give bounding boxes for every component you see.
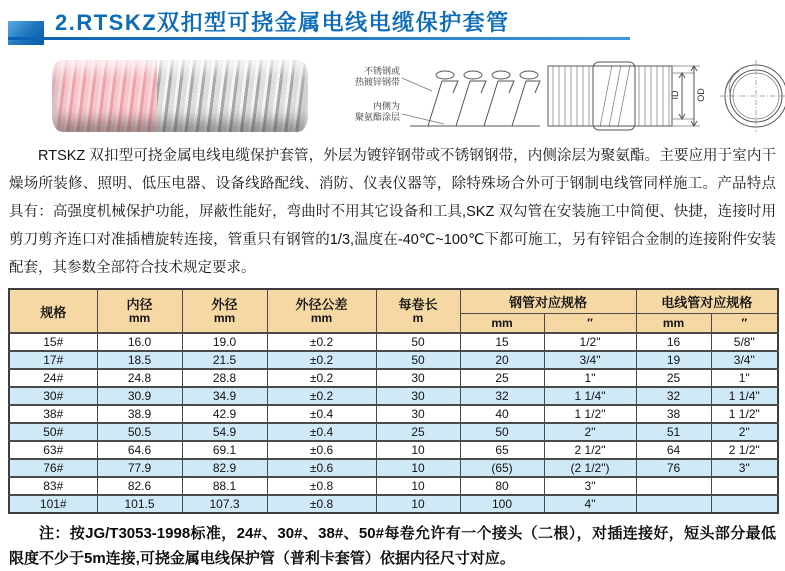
table-cell: 1 1/4" xyxy=(711,387,778,405)
table-cell: 76# xyxy=(9,459,97,477)
table-cell: 10 xyxy=(376,459,460,477)
table-row xyxy=(9,495,778,513)
table-cell: 15# xyxy=(9,333,97,351)
table-cell: ±0.6 xyxy=(267,441,376,459)
table-cell: 19.0 xyxy=(182,333,267,351)
table-cell: (2 1/2") xyxy=(544,459,636,477)
technical-diagram xyxy=(332,57,785,135)
table-cell: 18.5 xyxy=(97,351,182,369)
table-cell: 1 1/2" xyxy=(711,405,778,423)
table-cell: 1/2" xyxy=(544,333,636,351)
table-cell: 3" xyxy=(544,477,636,495)
table-cell: 1 1/2" xyxy=(544,405,636,423)
table-cell: 1 1/4" xyxy=(544,387,636,405)
table-cell: 88.1 xyxy=(182,477,267,495)
table-cell: 2 1/2" xyxy=(544,441,636,459)
table-cell: 30# xyxy=(9,387,97,405)
table-cell: 82.6 xyxy=(97,477,182,495)
table-cell: 38.9 xyxy=(97,405,182,423)
table-cell: 69.1 xyxy=(182,441,267,459)
table-cell: ±0.4 xyxy=(267,423,376,441)
table-cell: ±0.4 xyxy=(267,405,376,423)
table-cell: 10 xyxy=(376,441,460,459)
table-cell: 51 xyxy=(636,423,711,441)
table-cell: 32 xyxy=(460,387,544,405)
table-cell: 16.0 xyxy=(97,333,182,351)
corrugated-tube-drawing xyxy=(548,62,672,130)
table-cell: 63# xyxy=(9,441,97,459)
table-cell: 54.9 xyxy=(182,423,267,441)
table-cell: ±0.2 xyxy=(267,387,376,405)
page-header xyxy=(8,0,777,49)
table-cell: 107.3 xyxy=(182,495,267,513)
table-cell: ±0.2 xyxy=(267,351,376,369)
col-header-od-tolerance: 外径公差 mm xyxy=(267,289,376,333)
dimension-lines xyxy=(670,66,706,126)
table-cell: 24.8 xyxy=(97,369,182,387)
table-cell: 101# xyxy=(9,495,97,513)
table-row xyxy=(9,459,778,477)
table-cell: 40 xyxy=(460,405,544,423)
table-cell: 30 xyxy=(376,405,460,423)
table-cell: 30.9 xyxy=(97,387,182,405)
table-cell: ±0.6 xyxy=(267,459,376,477)
table-cell: 4" xyxy=(544,495,636,513)
table-cell: 76 xyxy=(636,459,711,477)
diagram-label-strip-1: 不锈钢或 xyxy=(363,66,400,76)
strip-profile-drawing xyxy=(410,71,540,126)
spec-table-head xyxy=(9,289,778,333)
table-cell: 3/4" xyxy=(711,351,778,369)
subcol-conduit-mm: mm xyxy=(636,314,711,334)
table-cell: 100 xyxy=(460,495,544,513)
col-header-spec: 规格 xyxy=(9,289,97,333)
group-header-conduit: 电线管对应规格 xyxy=(636,289,778,314)
table-row xyxy=(9,333,778,351)
table-row xyxy=(9,387,778,405)
table-cell: (65) xyxy=(460,459,544,477)
table-row xyxy=(9,423,778,441)
table-header-row-1 xyxy=(9,289,778,314)
table-cell: 1" xyxy=(544,369,636,387)
table-cell xyxy=(711,477,778,495)
table-cell: 17# xyxy=(9,351,97,369)
table-row xyxy=(9,369,778,387)
table-cell: 3/4" xyxy=(544,351,636,369)
table-cell: 83# xyxy=(9,477,97,495)
table-cell: 19 xyxy=(636,351,711,369)
col-header-inner-diameter: 内径 mm xyxy=(97,289,182,333)
table-cell: 50 xyxy=(376,351,460,369)
table-cell: 64 xyxy=(636,441,711,459)
table-row xyxy=(9,351,778,369)
table-cell: 80 xyxy=(460,477,544,495)
table-row xyxy=(9,405,778,423)
table-cell: 38# xyxy=(9,405,97,423)
table-cell: 28.8 xyxy=(182,369,267,387)
table-cell: 10 xyxy=(376,495,460,513)
table-cell: 101.5 xyxy=(97,495,182,513)
table-cell: 15 xyxy=(460,333,544,351)
table-cell: 82.9 xyxy=(182,459,267,477)
conduit-photo-shading xyxy=(52,60,308,132)
spec-table xyxy=(8,288,779,514)
table-cell xyxy=(636,495,711,513)
table-cell: 50.5 xyxy=(97,423,182,441)
table-cell: 21.5 xyxy=(182,351,267,369)
group-header-steel-pipe: 钢管对应规格 xyxy=(460,289,636,314)
page-title: 2.RTSKZ双扣型可挠金属电线电缆保护套管 xyxy=(55,10,510,35)
diagram-label-strip-2: 热镀锌钢带 xyxy=(354,77,400,87)
table-cell: 25 xyxy=(636,369,711,387)
table-cell: 50 xyxy=(460,423,544,441)
table-cell: 65 xyxy=(460,441,544,459)
table-cell: 2" xyxy=(544,423,636,441)
table-cell: 25 xyxy=(460,369,544,387)
dimension-label-od: OD xyxy=(696,88,706,102)
product-description: RTSKZ 双扣型可挠金属电线电缆保护套管，外层为镀锌钢带或不锈钢钢带，内侧涂层为聚氨酯。主要应用于室内干燥场所装修、照明、低压电器、设备线路配线、消防、仪表仪器等，除特殊场合外可于钢制电线管同样施工。产品特点具有：高强度机械保护功能，屏蔽性能好，弯曲时不用其它设备和工具,SKZ 双勾管在安装施工中简便、快捷，连接时用剪刀剪齐连口对准插槽旋转连接，管重只有钢管的1/3,温度在-40℃~100℃下都可施工，另有锌铝合金制的连接附件安装配套，其参数全部符合技术规定要求。 xyxy=(9,148,776,276)
table-cell: 20 xyxy=(460,351,544,369)
subcol-conduit-inch: ″ xyxy=(711,314,778,334)
table-cell: 50# xyxy=(9,423,97,441)
table-cell: 30 xyxy=(376,369,460,387)
col-header-outer-diameter: 外径 mm xyxy=(182,289,267,333)
diagram-label-coating-1: 内侧为 xyxy=(372,101,400,111)
table-cell: 3" xyxy=(711,459,778,477)
subcol-steel-inch: ″ xyxy=(544,314,636,334)
table-cell: 16 xyxy=(636,333,711,351)
footnote: 注：按JG/T3053-1998标准，24#、30#、38#、50#每卷允许有一个接头（二根），对插连接好，短头部分最低限度不少于5m连接,可挠金属电线保护管（普利卡套管）依据内径尺寸对应。 xyxy=(9,525,776,567)
table-cell: ±0.8 xyxy=(267,495,376,513)
table-row xyxy=(9,477,778,495)
table-cell: 77.9 xyxy=(97,459,182,477)
dimension-label-id: ID xyxy=(670,90,680,100)
conduit-photo xyxy=(52,60,308,132)
table-cell: 5/8" xyxy=(711,333,778,351)
table-cell: 2 1/2" xyxy=(711,441,778,459)
table-cell: 10 xyxy=(376,477,460,495)
table-cell: 64.6 xyxy=(97,441,182,459)
table-cell: 34.9 xyxy=(182,387,267,405)
title-accent-square xyxy=(8,21,44,45)
table-cell: 38 xyxy=(636,405,711,423)
subcol-steel-mm: mm xyxy=(460,314,544,334)
title-underline xyxy=(8,37,630,40)
spec-table-body xyxy=(9,333,778,513)
table-cell: 42.9 xyxy=(182,405,267,423)
table-cell: 32 xyxy=(636,387,711,405)
col-header-roll-length: 每卷长 m xyxy=(376,289,460,333)
table-cell: 24# xyxy=(9,369,97,387)
table-cell: ±0.2 xyxy=(267,369,376,387)
table-cell: 30 xyxy=(376,387,460,405)
diagram-label-coating-2: 聚氨酯涂层 xyxy=(354,112,400,122)
table-row xyxy=(9,441,778,459)
table-cell xyxy=(636,477,711,495)
figures-row xyxy=(8,57,777,135)
table-cell: ±0.8 xyxy=(267,477,376,495)
table-cell: 1" xyxy=(711,369,778,387)
table-cell xyxy=(711,495,778,513)
table-cell: 25 xyxy=(376,423,460,441)
table-cell: ±0.2 xyxy=(267,333,376,351)
table-cell: 2" xyxy=(711,423,778,441)
cross-section-drawing xyxy=(720,60,785,132)
table-cell: 50 xyxy=(376,333,460,351)
